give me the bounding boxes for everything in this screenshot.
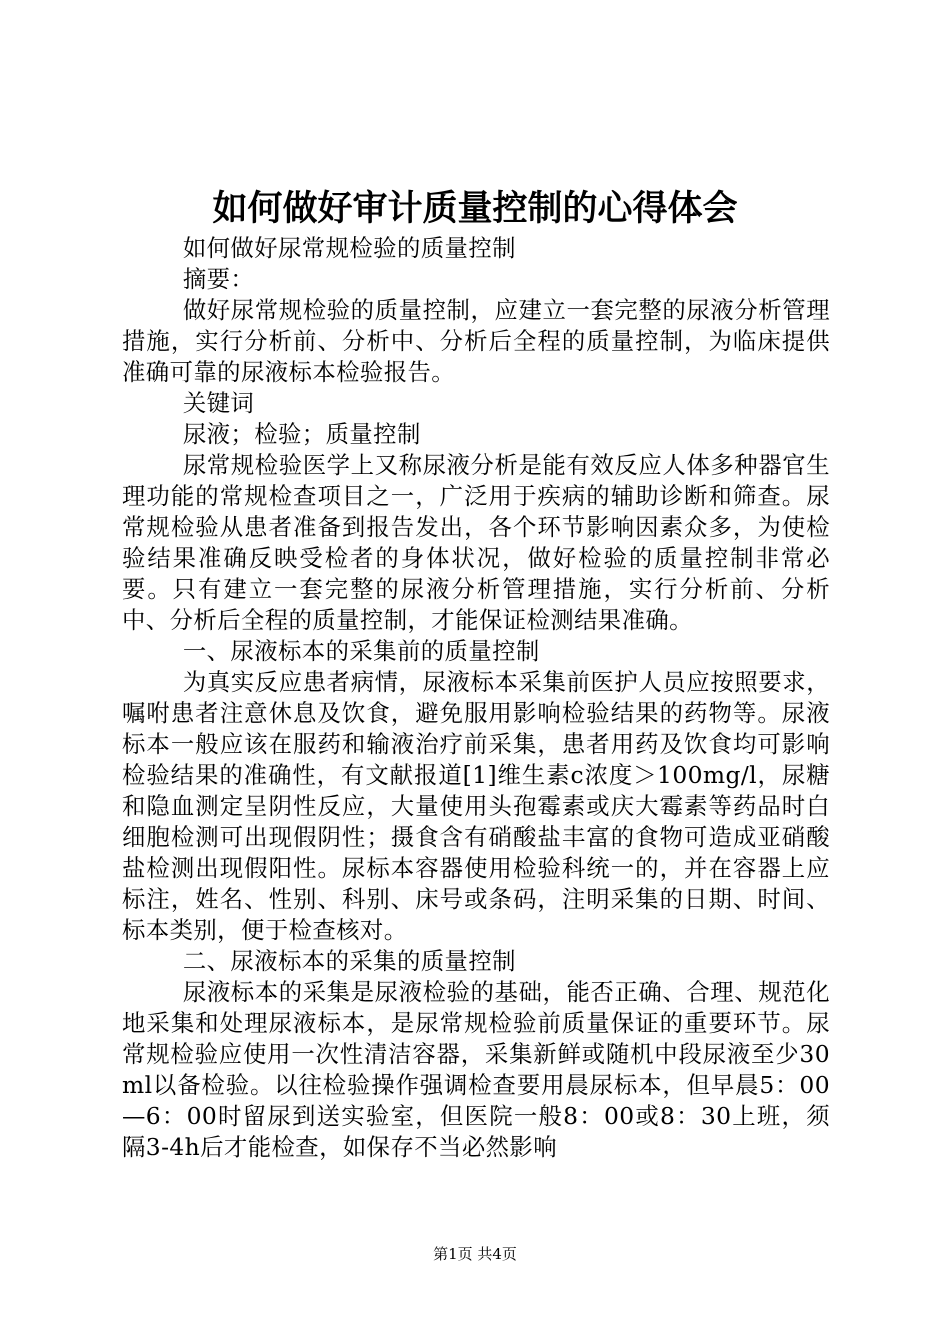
keywords-paragraph: 尿液；检验；质量控制 [182, 420, 421, 448]
page-number-footer: 第1页 共4页 [433, 1245, 517, 1263]
document-title: 如何做好审计质量控制的心得体会 [212, 189, 738, 229]
abstract-heading: 摘要： [182, 265, 255, 293]
abstract-paragraph: 做好尿常规检验的质量控制，应建立一套完整的尿液分析管理措施，实行分析前、分析中、分析后全程的质量控制，为临床提供准确可靠的尿液标本检验报告。 [122, 296, 830, 386]
document-body [122, 233, 830, 1163]
intro-paragraph: 尿常规检验医学上又称尿液分析是能有效反应人体多种器官生理功能的常规检查项目之一，广泛用于疾病的辅助诊断和筛查。尿常规检验从患者准备到报告发出，各个环节影响因素众多，为使检验结果准确反映受检者的身体状况，做好检验的质量控制非常必要。只有建立一套完整的尿液分析管理措施，实行分析前、分析中、分析后全程的质量控制，才能保证检测结果准确。 [122, 451, 830, 634]
section-2-heading: 二、尿液标本的采集的质量控制 [182, 947, 516, 975]
section-1-heading: 一、尿液标本的采集前的质量控制 [182, 637, 540, 665]
section-2-paragraph: 尿液标本的采集是尿液检验的基础，能否正确、合理、规范化地采集和处理尿液标本，是尿常规检验前质量保证的重要环节。尿常规检验应使用一次性清洁容器，采集新鲜或随机中段尿液至少30ml以备检验。以往检验操作强调检查要用晨尿标本，但早晨5：00—6：00时留尿到送实验室，但医院一般8：00或8：30上班，须隔3-4h后才能检查，如保存不当必然影响 [122, 978, 830, 1161]
section-1-paragraph: 为真实反应患者病情，尿液标本采集前医护人员应按照要求，嘱咐患者注意休息及饮食，避免服用影响检验结果的药物等。尿液标本一般应该在服药和输液治疗前采集，患者用药及饮食均可影响检验结果的准确性，有文献报道[1]维生素c浓度＞100mg/l，尿糖和隐血测定呈阴性反应，大量使用头孢霉素或庆大霉素等药品时白细胞检测可出现假阴性；摄食含有硝酸盐丰富的食物可造成亚硝酸盐检测出现假阳性。尿标本容器使用检验科统一的，并在容器上应标注，姓名、性别、科别、床号或条码，注明采集的日期、时间、标本类别，便于检查核对。 [122, 668, 830, 944]
subtitle-paragraph: 如何做好尿常规检验的质量控制 [182, 234, 516, 262]
keywords-heading: 关键词 [182, 389, 255, 417]
